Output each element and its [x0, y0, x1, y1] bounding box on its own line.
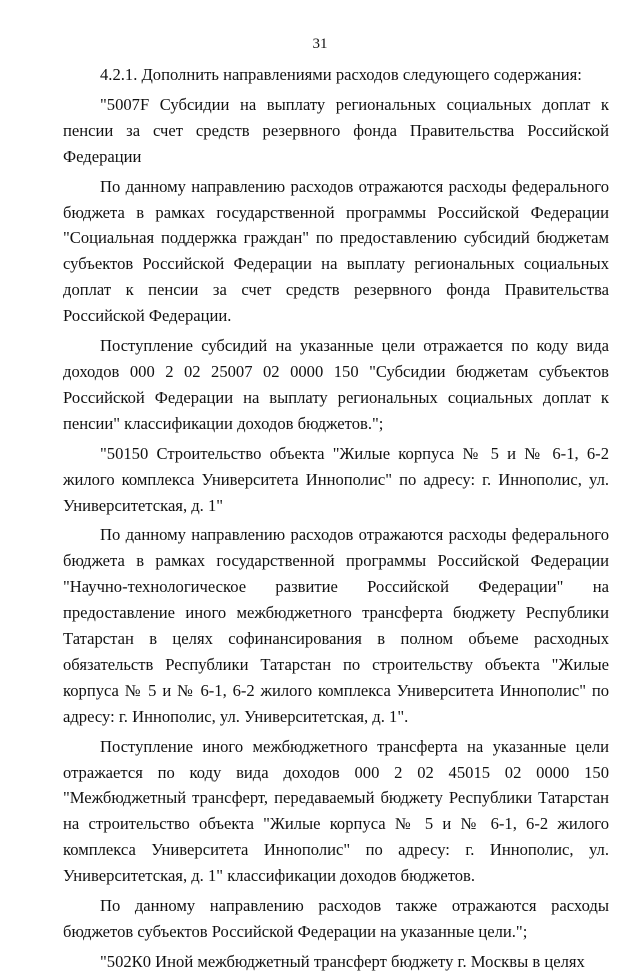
paragraph-5007f-description: По данному направлению расходов отражаются расходы федерального бюджета в рамках государственной программы Российской Федерации "Социальная поддержка граждан" по предоставлению субсидий бюджетам субъектов Российской Федерации на выплату региональных социальных доплат к пенсии за счет средств резервного фонда Правительства Российской Федерации.: [63, 176, 609, 326]
paragraph-5007f-revenue: Поступление субсидий на указанные цели отражается по коду вида доходов 000 2 02 25007 02 0000 150 "Субсидии бюджетам субъектов Российской Федерации на выплату региональных социальных доплат к пенсии" классификации доходов бюджетов.";: [63, 336, 609, 433]
paragraph-50150-revenue: Поступление иного межбюджетного трансферта на указанные цели отражается по коду вида доходов 000 2 02 45015 02 0000 150 "Межбюджетный трансферт, передаваемый бюджету Республики Татарстан на строительство объекта "Жилые корпуса № 5 и № 6-1, 6-2 жилого комплекса Университета Иннополис" по адресу: г. Иннополис, ул. Университетская, д. 1" классификации доходов бюджетов.: [63, 736, 609, 886]
paragraph-50150-title: "50150 Строительство объекта "Жилые корпуса № 5 и № 6-1, 6-2 жилого комплекса Университета Иннополис" по адресу: г. Иннополис, ул. Университетская, д. 1": [63, 443, 609, 515]
paragraph-502k0-title: "502К0 Иной межбюджетный трансферт бюджету г. Москвы в целях: [100, 951, 585, 971]
paragraph-section-heading: 4.2.1. Дополнить направлениями расходов следующего содержания:: [100, 65, 582, 84]
page-number: 31: [312, 36, 328, 52]
document-body: [63, 62, 609, 975]
paragraph-50150-regional: По данному направлению расходов также отражаются расходы бюджетов субъектов Российской Федерации на указанные цели.";: [63, 896, 609, 941]
paragraph-50150-description: По данному направлению расходов отражаются расходы федерального бюджета в рамках государственной программы Российской Федерации "Научно-технологическое развитие Российской Федерации" на предоставление иного межбюджетного трансферта бюджету Республики Татарстан в целях софинансирования в полном объеме расходных обязательств Республики Татарстан по строительству объекта "Жилые корпуса № 5 и № 6-1, 6-2 жилого комплекса Университета Иннополис" по адресу: г. Иннополис, ул. Университетская, д. 1".: [63, 525, 609, 726]
paragraph-5007f-title: "5007F Субсидии на выплату региональных социальных доплат к пенсии за счет средств резервного фонда Правительства Российской Федерации: [63, 94, 609, 166]
